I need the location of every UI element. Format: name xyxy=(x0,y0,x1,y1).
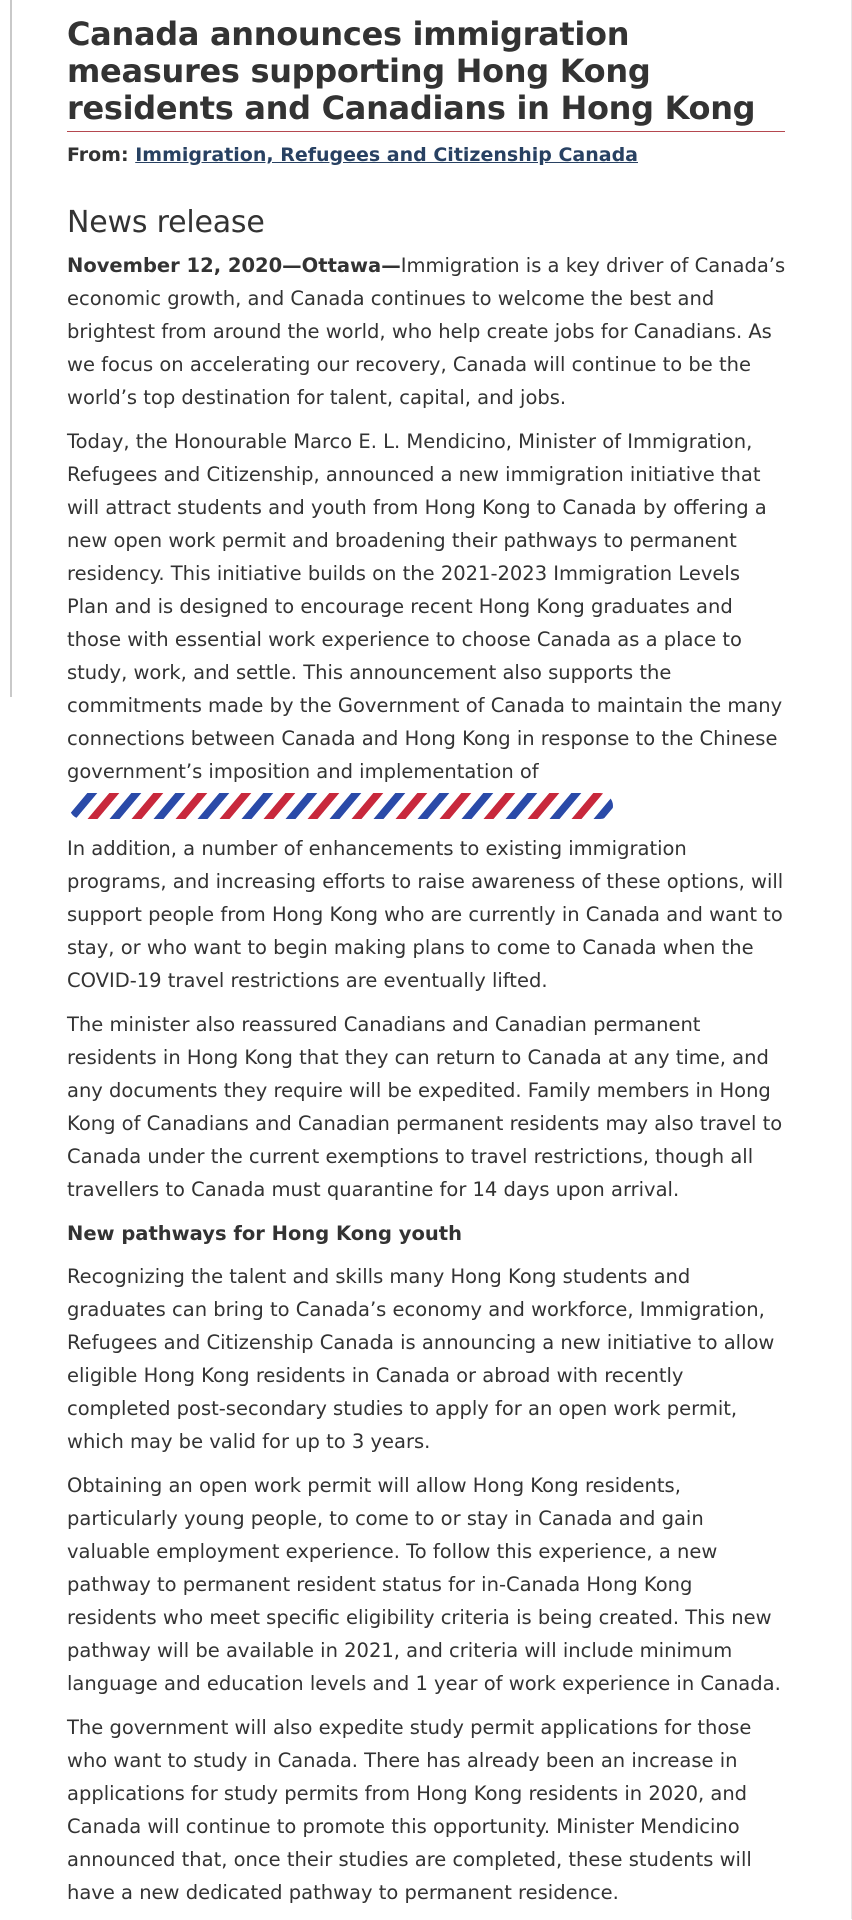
from-line xyxy=(67,142,787,168)
paragraph-announcement-text: Today, the Honourable Marco E. L. Mendicino, Minister of Immigration, Refugees and Citizenship, announced a new immigration initiative that will attract students and youth from Hong Kong to Canada by offering a new open work permit and broadening their pathways to permanent residency. This initiative builds on the 2021-2023 Immigration Levels Plan and is designed to encourage recent Hong Kong graduates and those with essential work experience to choose Canada as a place to study, work, and settle. This announcement also supports the commitments made by the Government of Canada to maintain the many connections between Canada and Hong Kong in response to the Chinese government’s imposition and implementation of xyxy=(67,430,783,783)
paragraph-pathway: Obtaining an open work permit will allow Hong Kong residents, particularly young people, to come to or stay in Canada and gain valuable employment experience. To follow this experience, a new pathway to permanent resident status for in-Canada Hong Kong residents who meet specific eligibility criteria is being created. This new pathway will be available in 2021, and criteria will include minimum language and education levels and 1 year of work experience in Canada. xyxy=(67,1474,781,1695)
paragraph-reassurance: The minister also reassured Canadians and Canadian permanent residents in Hong Kong that they can return to Canada at any time, and any documents they require will be expedited. Family members in Hong Kong of Canadians and Canadian permanent residents may also travel to Canada under the current exemptions to travel restrictions, though all travellers to Canada must quarantine for 14 days upon arrival. xyxy=(67,1013,783,1201)
page-title: Canada announces immigration measures supporting Hong Kong residents and Canadians in Hong Kong xyxy=(67,16,785,132)
paragraph-intro xyxy=(67,249,787,414)
dateline: November 12, 2020—Ottawa— xyxy=(67,254,401,277)
paragraph-work-permit: Recognizing the talent and skills many Hong Kong students and graduates can bring to Canada’s economy and workforce, Immigration, Refugees and Citizenship Canada is announcing a new initiative to allow eligible Hong Kong residents in Canada or abroad with recently completed post-secondary studies to apply for an open work permit, which may be valid for up to 3 years. xyxy=(67,1265,775,1453)
paragraph-study-permits: The government will also expedite study permit applications for those who want to study in Canada. There has already been an increase in applications for study permits from Hong Kong residents in 2020, and Canada will continue to promote this opportunity. Minister Mendicino announced that, once their studies are completed, these students will have a new dedicated pathway to permanent residence. xyxy=(67,1716,752,1904)
redaction-stripe-icon xyxy=(67,791,615,821)
department-link[interactable]: Immigration, Refugees and Citizenship Canada xyxy=(135,144,638,166)
paragraph-intro-text: Immigration is a key driver of Canada’s economic growth, and Canada continues to welcome the best and brightest from around the world, who help create jobs for Canadians. As we focus on accelerating our recovery, Canada will continue to be the world’s top destination for talent, capital, and jobs. xyxy=(67,254,786,409)
from-label: From: xyxy=(67,144,129,166)
article xyxy=(67,16,787,1920)
section-heading: News release xyxy=(67,205,265,240)
left-margin-rule xyxy=(10,0,12,697)
subheading-youth-pathways: New pathways for Hong Kong youth xyxy=(67,1222,462,1245)
paragraph-enhancements: In addition, a number of enhancements to existing immigration programs, and increasing efforts to raise awareness of these options, will support people from Hong Kong who are currently in Canada and want to stay, or who want to begin making plans to come to Canada when the COVID-19 travel restrictions are eventually lifted. xyxy=(67,837,784,992)
paragraph-announcement xyxy=(67,425,787,821)
